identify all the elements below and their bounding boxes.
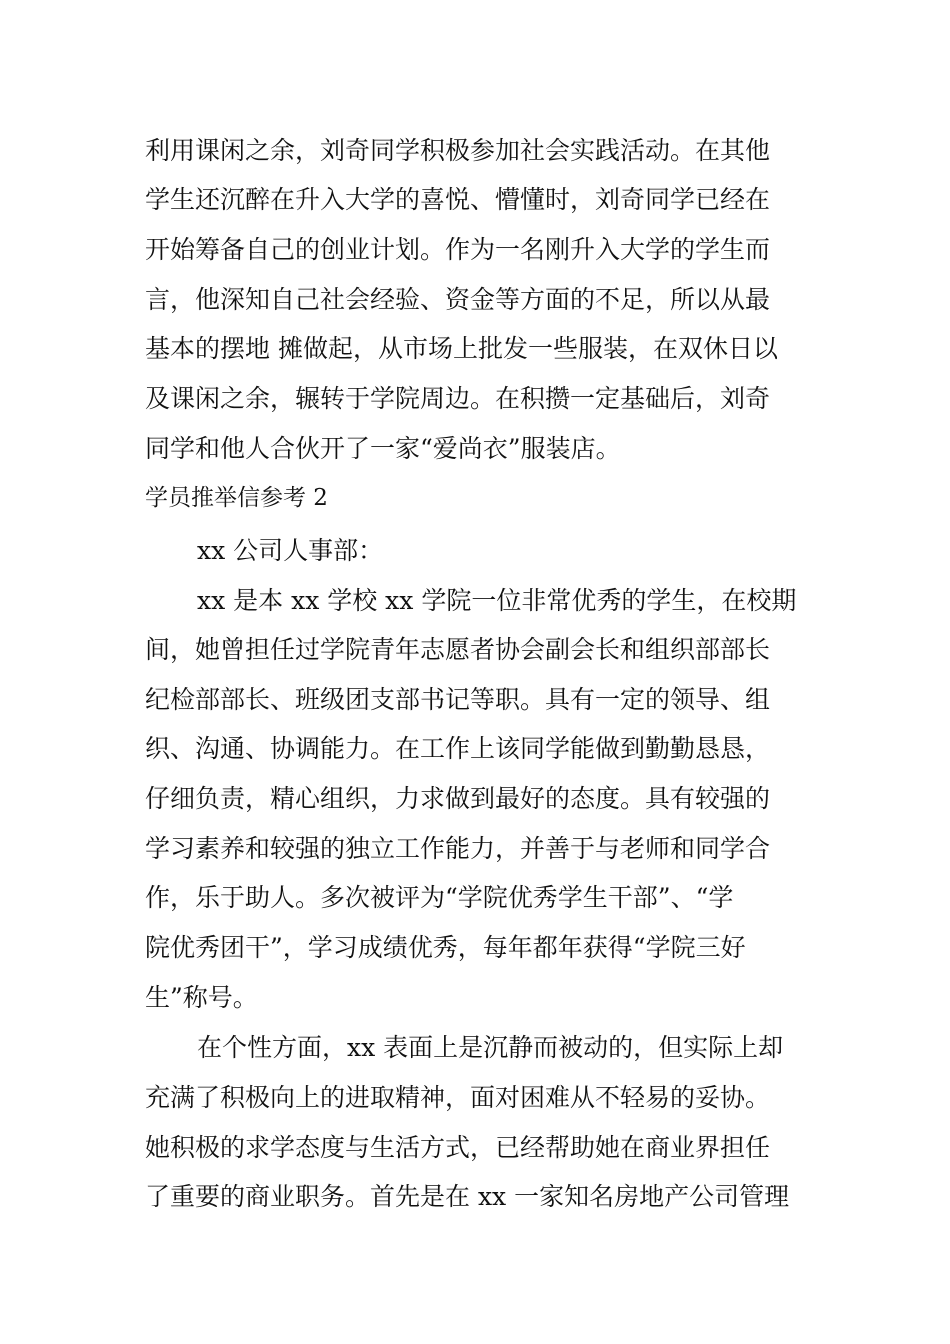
- paragraph-2-line-9: 生”称号。: [145, 983, 258, 1012]
- paragraph-3-line-3: 她积极的求学态度与生活方式，已经帮助她在商业界担任: [145, 1133, 771, 1162]
- paragraph-3-line-2: 充满了积极向上的进取精神，面对困难从不轻易的妥协。: [145, 1083, 771, 1112]
- paragraph-3-line-1: 在个性方面，xx 表面上是沉静而被动的，但实际上却: [197, 1033, 784, 1062]
- paragraph-1-line-7: 同学和他人合伙开了一家“爱尚衣”服装店。: [145, 434, 621, 463]
- paragraph-2-line-1: xx 是本 xx 学校 xx 学院一位非常优秀的学生，在校期: [197, 586, 797, 615]
- paragraph-2-line-5: 仔细负责，精心组织，力求做到最好的态度。具有较强的: [145, 784, 771, 813]
- paragraph-1-line-5: 基本的摆地 摊做起，从市场上批发一些服装，在双休日以: [145, 334, 778, 363]
- section-title: 学员推举信参考 2: [145, 485, 328, 511]
- paragraph-2-line-3: 纪检部部长、班级团支部书记等职。具有一定的领导、组: [145, 685, 771, 714]
- paragraph-2-line-8: 院优秀团干”，学习成绩优秀，每年都年获得“学院三好: [145, 933, 746, 962]
- paragraph-2-line-7: 作，乐于助人。多次被评为“学院优秀学生干部”、“学: [145, 883, 734, 912]
- paragraph-2-line-4: 织、沟通、协调能力。在工作上该同学能做到勤勤恳恳，: [145, 734, 771, 763]
- paragraph-2-line-2: 间，她曾担任过学院青年志愿者协会副会长和组织部部长: [145, 635, 771, 664]
- paragraph-1-line-1: 利用课闲之余，刘奇同学积极参加社会实践活动。在其他: [145, 136, 771, 165]
- paragraph-2-line-6: 学习素养和较强的独立工作能力，并善于与老师和同学合: [145, 834, 771, 863]
- paragraph-1-line-3: 开始筹备自己的创业计划。作为一名刚升入大学的学生而: [145, 235, 771, 264]
- paragraph-1-line-4: 言，他深知自己社会经验、资金等方面的不足，所以从最: [145, 285, 771, 314]
- paragraph-3-line-4: 了重要的商业职务。首先是在 xx 一家知名房地产公司管理: [145, 1182, 790, 1211]
- paragraph-1-line-6: 及课闲之余，辗转于学院周边。在积攒一定基础后，刘奇: [145, 384, 771, 413]
- paragraph-1-line-2: 学生还沉醉在升入大学的喜悦、懵懂时，刘奇同学已经在: [145, 185, 771, 214]
- salutation: xx 公司人事部：: [197, 536, 384, 565]
